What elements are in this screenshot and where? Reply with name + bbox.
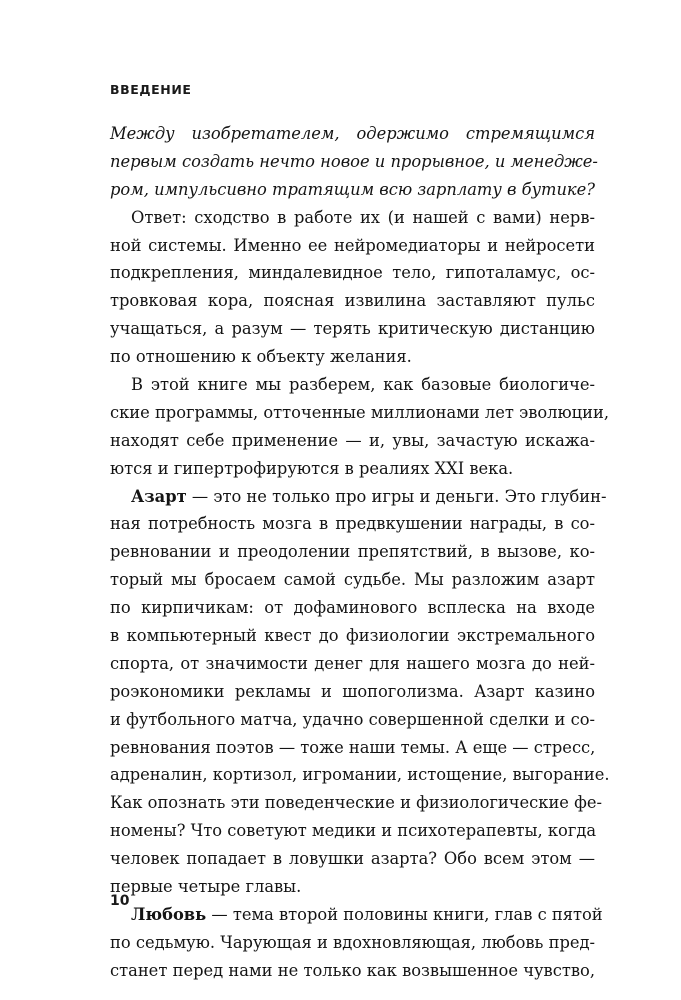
- text-line: Как опознать эти поведенческие и физиологические фе-: [110, 793, 602, 813]
- text-line: [110, 901, 603, 929]
- text-line: ревнования поэтов — тоже наши темы. А еще — стресс,: [110, 737, 596, 757]
- text-line: человек попадает в ловушки азарта? Обо всем этом —: [110, 849, 595, 869]
- text-line: учащаться, а разум — терять критическую дистанцию: [110, 319, 595, 339]
- text-line: торый мы бросаем самой судьбе. Мы разложим азарт: [110, 570, 595, 590]
- text-line-rest: — это не только про игры и деньги. Это глубин-: [186, 486, 607, 506]
- text-line: ная потребность мозга в предвкушении награды, в со-: [110, 514, 595, 534]
- text-line: первым создать нечто новое и прорывное, и менедже-: [110, 151, 598, 171]
- text-line: и футбольного матча, удачно совершенной сделки и со-: [110, 709, 595, 729]
- text-line: адреналин, кортизол, игромании, истощение, выгорание.: [110, 765, 610, 785]
- text-line: роэкономики рекламы и шопоголизма. Азарт казино: [110, 681, 595, 701]
- running-head: ВВЕДЕНИЕ: [110, 82, 192, 97]
- text-line: ские программы, отточенные миллионами лет эволюции,: [110, 402, 610, 422]
- text-line: подкрепления, миндалевидное тело, гипоталамус, ос-: [110, 263, 595, 283]
- text-line: находят себе применение — и, увы, зачастую искажа-: [110, 430, 595, 450]
- text-line: по отношению к объекту желания.: [110, 347, 412, 367]
- text-line: первые четыре главы.: [110, 877, 302, 897]
- text-line: спорта, от значимости денег для нашего мозга до ней-: [110, 653, 595, 673]
- text-line: ются и гипертрофируются в реалиях XXI века.: [110, 458, 514, 478]
- term-lyubov: Любовь: [131, 904, 207, 924]
- text-line-rest: — тема второй половины книги, глав с пятой: [206, 904, 603, 924]
- text-line: Между изобретателем, одержимо стремящимся: [110, 124, 595, 143]
- text-line: ревновании и преодолении препятствий, в вызове, ко-: [110, 542, 595, 562]
- body-text: [110, 120, 610, 985]
- text-line: номены? Что советуют медики и психотерапевты, когда: [110, 821, 597, 841]
- text-line: в компьютерный квест до физиологии экстремального: [110, 626, 595, 646]
- text-line: станет перед нами не только как возвышенное чувство,: [110, 960, 595, 980]
- text-line: по кирпичикам: от дофаминового всплеска на входе: [110, 598, 595, 618]
- text-line: В этой книге мы разберем, как базовые биологиче-: [131, 375, 595, 395]
- text-line: ром, импульсивно тратящим всю зарплату в бутике?: [110, 179, 596, 199]
- term-azart: Азарт: [131, 486, 187, 506]
- text-line: ной системы. Именно ее нейромедиаторы и нейросети: [110, 235, 595, 255]
- text-line: по седьмую. Чарующая и вдохновляющая, любовь пред-: [110, 932, 596, 952]
- text-line: Ответ: сходство в работе их (и нашей с вами) нерв-: [131, 207, 595, 227]
- page-number: 10: [110, 893, 130, 909]
- text-line: [110, 483, 607, 511]
- text-line: тровковая кора, поясная извилина заставляют пульс: [110, 291, 595, 311]
